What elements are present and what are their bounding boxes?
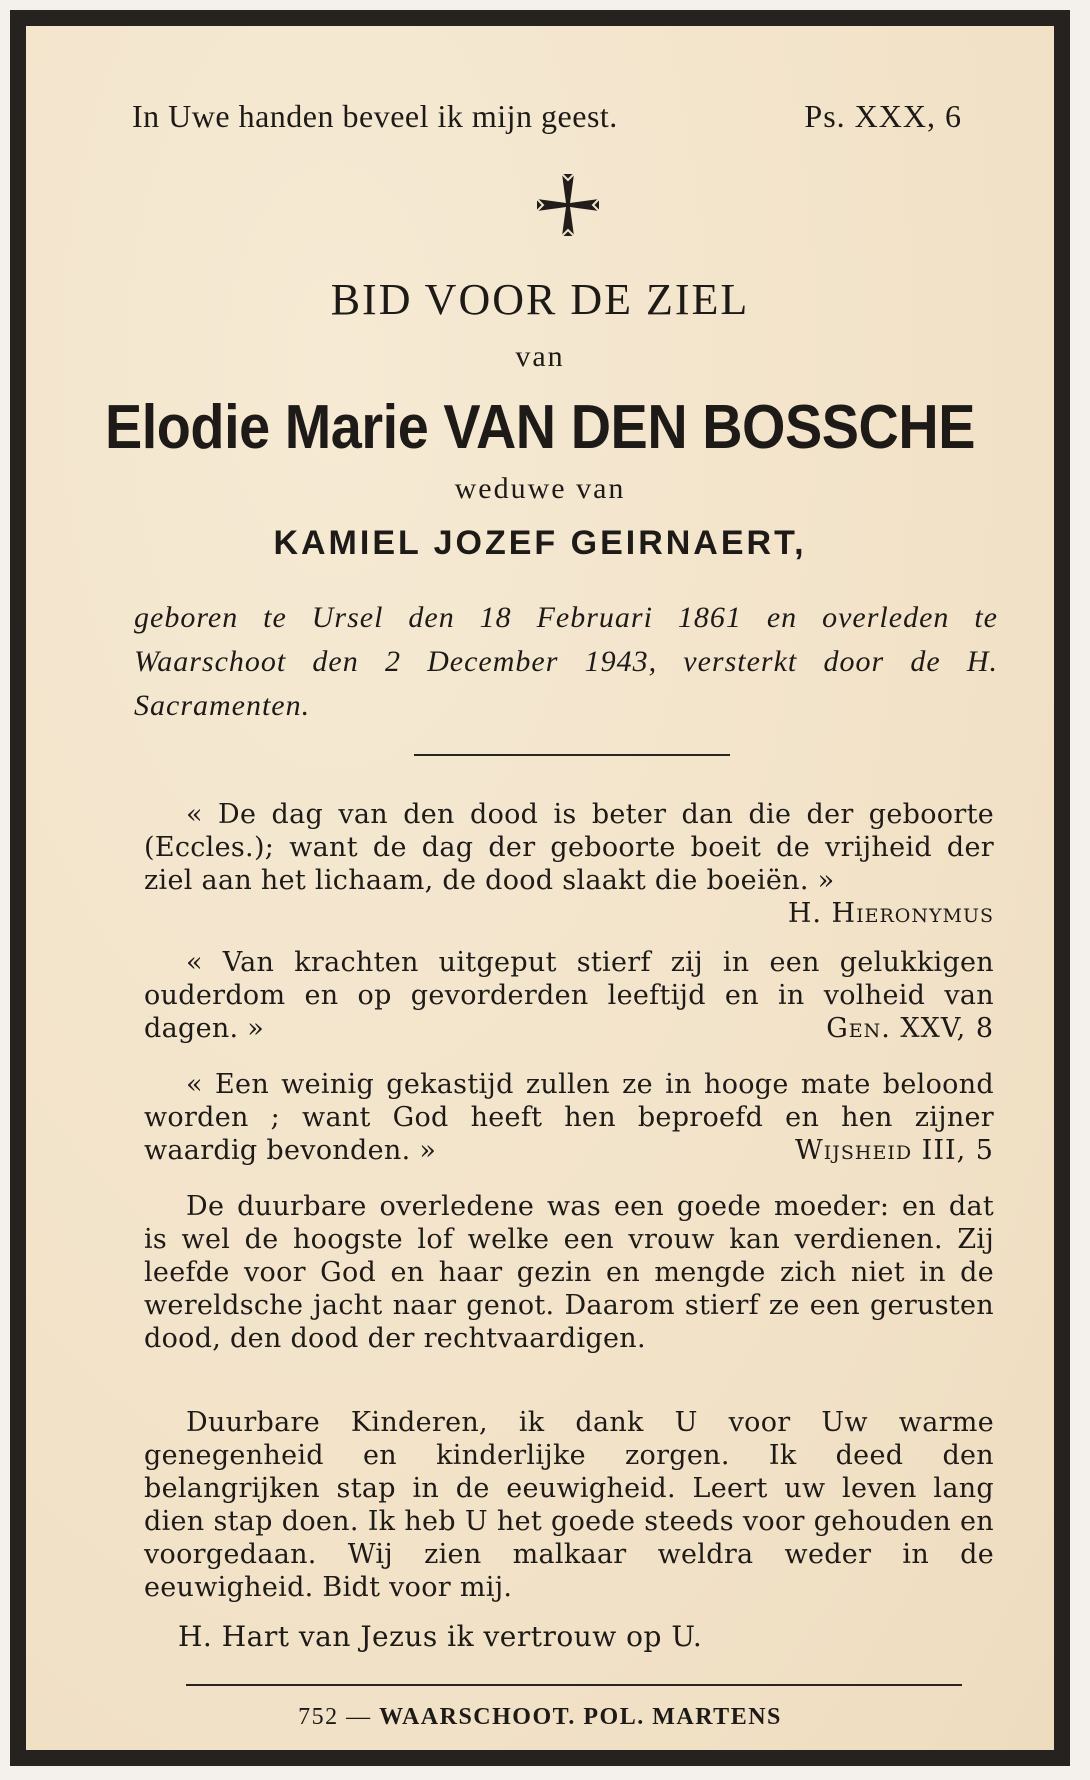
quote-text: « De dag van den dood is beter dan die der geboorte (Eccles.); want de dag der geboorte boeit de vrijheid der ziel aan het lichaam, de dood slaakt die boeiën. »	[144, 799, 994, 896]
quote-text: « Van krachten uitgeput stierf zij in een gelukkigen ouderdom en op gevorderden leeftijd en in volheid van dagen. »	[144, 947, 994, 1044]
printer-dash: —	[346, 1704, 372, 1730]
quote-block	[144, 946, 994, 1045]
motto-text: In Uwe handen beveel ik mijn geest.	[132, 98, 618, 134]
tribute-paragraph	[144, 1190, 994, 1355]
quote-source: Gen. XXV, 8	[826, 1013, 994, 1044]
spouse-name: KAMIEL JOZEF GEIRNAERT,	[273, 524, 807, 562]
printer-imprint	[26, 1704, 1054, 1731]
paragraph-text: Duurbare Kinderen, ik dank U voor Uw warme genegenheid en kinderlijke zorgen. Ik deed den belangrijken stap in de eeuwigheid. Leert uw leven lang dien stap doen. Ik heb U het goede steeds voor gehouden en voorgedaan. Wij zien malkaar weldra weder in de eeuwigheid. Bidt voor mij.	[144, 1407, 994, 1603]
quote-source: Wijsheid III, 5	[795, 1135, 994, 1166]
quote-block	[144, 1068, 994, 1167]
cross-pattee-icon	[535, 172, 601, 238]
printer-number: 752	[298, 1704, 339, 1730]
widow-of-label: weduwe van	[454, 472, 626, 505]
closing-prayer: H. Hart van Jezus ik vertrouw op U.	[178, 1620, 703, 1653]
divider-long	[186, 1684, 962, 1686]
quote-block	[144, 798, 994, 930]
quote-source: H. Hieronymus	[787, 898, 994, 929]
motto-reference: Ps. XXX, 6	[804, 98, 962, 134]
divider-short	[414, 754, 730, 756]
deceased-name: Elodie Marie VAN DEN BOSSCHE	[104, 393, 976, 462]
birth-death-text: geboren te Ursel den 18 Februari 1861 en overleden te Waarschoot den 2 December 1943, versterkt door de H. Sacramenten.	[134, 601, 998, 722]
heading-van: van	[515, 340, 565, 373]
card-paper	[26, 26, 1054, 1750]
printer-name: WAARSCHOOT. POL. MARTENS	[379, 1704, 782, 1730]
quote-text: « Een weinig gekastijd zullen ze in hooge mate beloond worden ; want God heeft hen beproefd en hen zijner waardig bevonden. »	[144, 1069, 994, 1166]
prayer-heading: BID VOOR DE ZIEL	[330, 275, 750, 324]
memorial-card	[10, 10, 1070, 1766]
farewell-paragraph	[144, 1406, 994, 1604]
paragraph-text: De duurbare overledene was een goede moeder: en dat is wel de hoogste lof welke een vrouw kan verdienen. Zij leefde voor God en haar gezin en mengde zich niet in de wereldsche jacht naar genot. Daarom stierf ze een gerusten dood, den dood der rechtvaardigen.	[144, 1191, 994, 1354]
